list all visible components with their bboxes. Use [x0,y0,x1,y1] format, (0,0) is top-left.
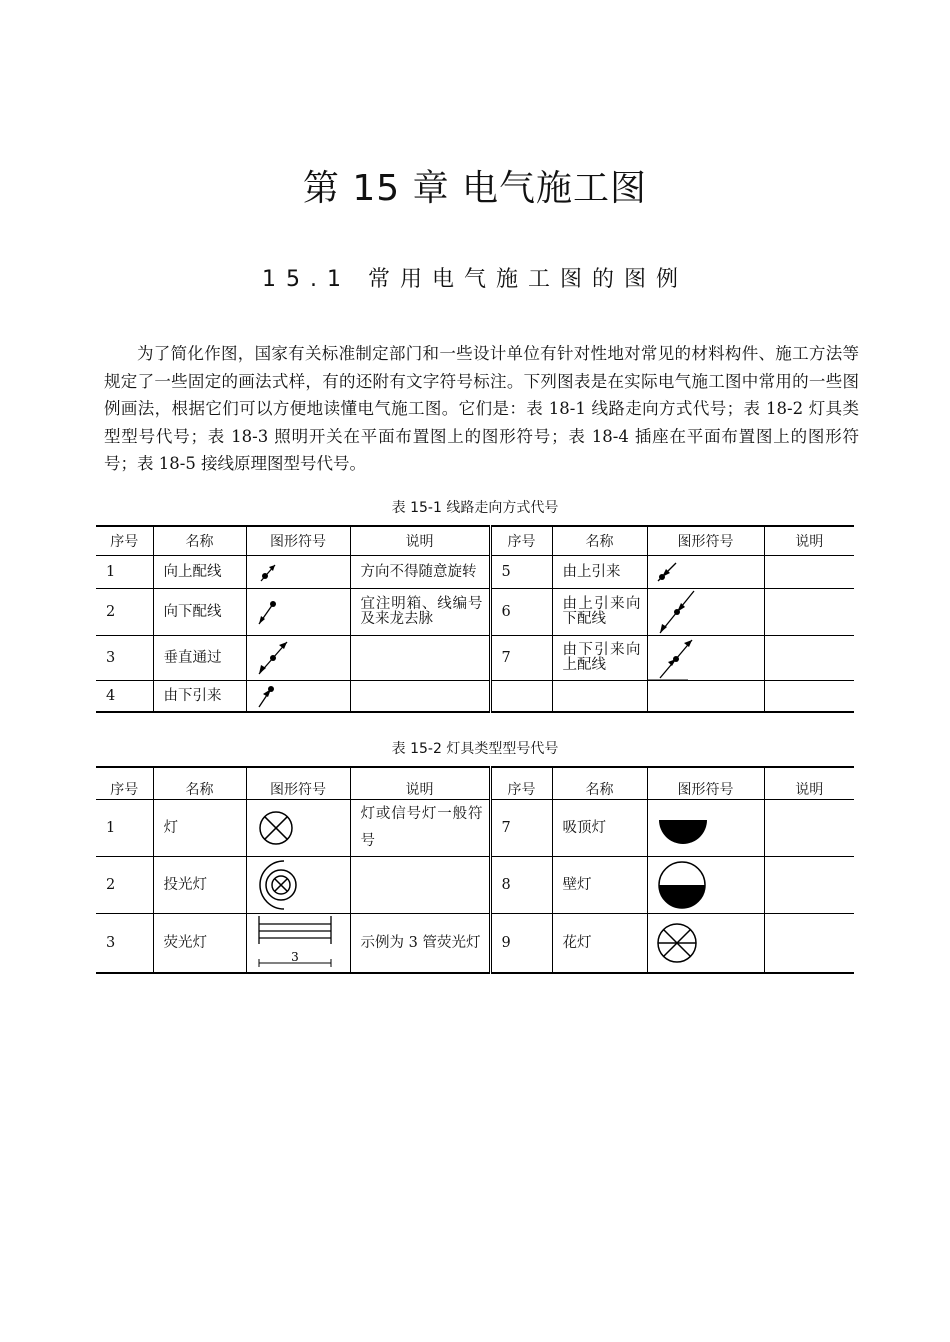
symbol-cell [647,857,764,914]
header-cell: 名称 [153,767,246,800]
from-below-up-icon [648,636,708,680]
from-above-down-icon [648,589,708,635]
table-header-row [96,767,854,800]
item-name: 吸顶灯 [552,800,647,857]
symbol-cell [647,914,764,974]
table-row [96,556,854,589]
item-note [764,800,854,857]
row-number: 7 [490,636,552,681]
row-number: 1 [96,800,153,857]
row-number: 3 [96,914,153,974]
item-name: 向下配线 [153,589,246,636]
symbol-cell [246,556,350,589]
wiring-direction-table [96,525,854,713]
header-cell: 说明 [350,526,490,556]
symbol-cell [246,914,350,974]
header-cell: 说明 [350,767,490,800]
item-name: 荧光灯 [153,914,246,974]
symbol-cell [246,589,350,636]
item-name: 灯 [153,800,246,857]
table-row [96,857,854,914]
symbol-cell [647,800,764,857]
row-number: 7 [490,800,552,857]
table-row [96,589,854,636]
item-note [350,681,490,713]
header-cell: 序号 [96,767,153,800]
item-name: 向上配线 [153,556,246,589]
table2-caption: 表 15-2 灯具类型型号代号 [391,741,559,757]
symbol-cell [246,857,350,914]
floodlight-icon [247,857,347,913]
item-name: 由下引来 [153,681,246,713]
chandelier-icon [648,914,764,972]
table-header-row [96,526,854,556]
item-note: 灯或信号灯一般符号 [350,800,490,857]
item-note [764,636,854,681]
header-cell: 序号 [490,526,552,556]
row-number: 5 [490,556,552,589]
header-cell: 名称 [153,526,246,556]
header-cell: 图形符号 [246,767,350,800]
ceiling-lamp-icon [648,800,764,856]
row-number: 8 [490,857,552,914]
symbol-cell [246,681,350,713]
table-row [96,636,854,681]
item-note [764,589,854,636]
symbol-cell [246,800,350,857]
vertical-through-icon [247,636,307,680]
wiring-down-icon [247,592,307,632]
item-name: 由上引来 [552,556,647,589]
item-name: 花灯 [552,914,647,974]
item-name [552,681,647,713]
from-below-icon [247,681,307,711]
table-row [96,681,854,713]
wiring-up-icon [247,557,307,587]
lamp-type-table [96,766,854,974]
intro-paragraph: 为了简化作图，国家有关标准制定部门和一些设计单位有针对性地对常见的材料构件、施工方法等规定了一些固定的画法式样，有的还附有文字符号标注。下列图表是在实际电气施工图中常用的一些图例画法，根据它们可以方便地读懂电气施工图。它们是：表 18-1 线路走向方式代号；表 18-2 灯具类型型号代号；表 18-3 照明开关在平面布置图上的图形符号；表 18-4 插座在平面布置图上的图形符号；表 18-5 接线原理图型号代号。 [104,344,859,473]
item-note [350,636,490,681]
row-number: 1 [96,556,153,589]
header-cell: 序号 [490,767,552,800]
symbol-cell [647,636,764,681]
header-cell: 图形符号 [647,767,764,800]
item-note [764,556,854,589]
item-name: 投光灯 [153,857,246,914]
item-name: 垂直通过 [153,636,246,681]
header-cell: 图形符号 [246,526,350,556]
row-number: 9 [490,914,552,974]
header-cell: 说明 [764,767,854,800]
item-note [764,681,854,713]
item-note: 宜注明箱、线编号及来龙去脉 [350,589,490,636]
row-number: 6 [490,589,552,636]
symbol-cell [647,556,764,589]
chapter-title: 第 15 章 电气施工图 [302,168,648,209]
header-cell: 序号 [96,526,153,556]
item-name: 由上引来向下配线 [552,589,647,636]
symbol-cell [647,589,764,636]
table-row [96,800,854,857]
header-cell: 说明 [764,526,854,556]
item-note [764,857,854,914]
item-note [764,914,854,974]
symbol-cell [647,681,764,713]
row-number: 4 [96,681,153,713]
table-row [96,914,854,974]
row-number: 3 [96,636,153,681]
header-cell: 名称 [552,767,647,800]
row-number: 2 [96,589,153,636]
item-note: 方向不得随意旋转 [350,556,490,589]
row-number: 2 [96,857,153,914]
fluorescent-tube-count: 3 [290,950,299,964]
row-number [490,681,552,713]
item-name: 由下引来向上配线 [552,636,647,681]
fluorescent-lamp-icon [247,914,347,972]
header-cell: 图形符号 [647,526,764,556]
section-title: 15.1 常用电气施工图的图例 [262,267,688,292]
wall-lamp-icon [648,857,764,913]
item-name: 壁灯 [552,857,647,914]
lamp-icon [247,800,347,856]
symbol-cell [246,636,350,681]
item-note: 示例为 3 管荧光灯 [350,914,490,974]
from-above-icon [648,557,708,587]
table1-caption: 表 15-1 线路走向方式代号 [391,500,559,516]
item-note [350,857,490,914]
header-cell: 名称 [552,526,647,556]
